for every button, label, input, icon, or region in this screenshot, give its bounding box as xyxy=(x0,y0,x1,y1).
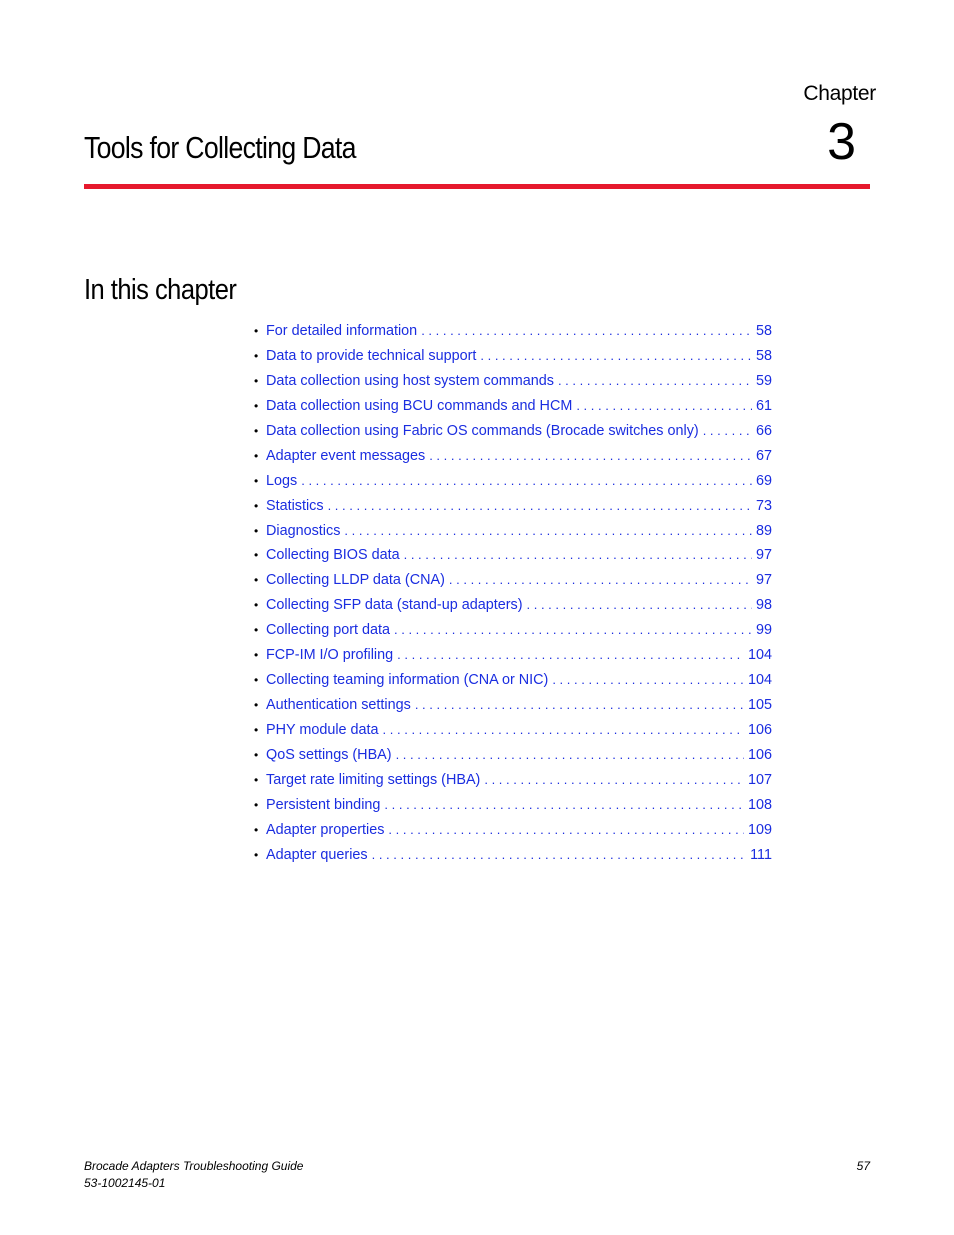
dot-leader xyxy=(576,394,752,419)
toc-item[interactable] xyxy=(254,319,772,344)
toc-link[interactable]: Collecting BIOS data xyxy=(266,547,400,564)
toc-link[interactable]: Data collection using BCU commands and HCM xyxy=(266,397,573,414)
toc-page-number[interactable]: 106 xyxy=(747,722,772,738)
toc-item[interactable] xyxy=(254,444,772,469)
toc-page-number[interactable]: 66 xyxy=(755,422,772,439)
dot-leader xyxy=(301,469,752,494)
title-rule xyxy=(84,184,870,189)
dot-leader xyxy=(388,818,744,843)
bullet-icon: • xyxy=(254,448,259,463)
toc-item[interactable] xyxy=(254,743,772,768)
dot-leader xyxy=(552,668,744,693)
dot-leader xyxy=(703,419,752,444)
toc-item[interactable] xyxy=(254,768,772,793)
toc-page-number[interactable]: 73 xyxy=(755,497,772,514)
dot-leader xyxy=(397,643,744,668)
bullet-icon: • xyxy=(254,398,259,413)
chapter-label: Chapter xyxy=(803,82,876,105)
bullet-icon: • xyxy=(254,698,259,713)
toc-link[interactable]: Data collection using Fabric OS commands (Brocade switches only) xyxy=(266,422,699,439)
toc-page-number[interactable]: 69 xyxy=(755,472,772,489)
toc-link[interactable]: Statistics xyxy=(266,497,324,514)
toc-link[interactable]: Collecting LLDP data (CNA) xyxy=(266,572,445,589)
toc-link[interactable]: PHY module data xyxy=(266,722,379,738)
toc-page-number[interactable]: 97 xyxy=(755,547,772,564)
toc-item[interactable] xyxy=(254,643,772,668)
dot-leader xyxy=(421,319,752,344)
bullet-icon: • xyxy=(254,348,259,363)
toc-link[interactable]: Authentication settings xyxy=(266,697,411,714)
dot-leader xyxy=(449,568,752,593)
dot-leader xyxy=(372,843,747,868)
dot-leader xyxy=(404,543,752,568)
section-title: In this chapter xyxy=(84,274,237,306)
toc-item[interactable] xyxy=(254,568,772,593)
toc-item[interactable] xyxy=(254,793,772,818)
toc-link[interactable]: QoS settings (HBA) xyxy=(266,746,392,763)
bullet-icon: • xyxy=(254,673,259,688)
chapter-number: 3 xyxy=(827,113,856,171)
toc-link[interactable]: For detailed information xyxy=(266,323,418,339)
toc-item[interactable] xyxy=(254,843,772,868)
bullet-icon: • xyxy=(254,822,259,837)
bullet-icon: • xyxy=(254,723,259,737)
toc-link[interactable]: Logs xyxy=(266,472,298,489)
toc-item[interactable] xyxy=(254,718,772,743)
toc-item[interactable] xyxy=(254,369,772,394)
bullet-icon: • xyxy=(254,747,259,762)
toc-page-number[interactable]: 99 xyxy=(755,622,772,639)
toc-page-number[interactable]: 61 xyxy=(755,397,772,414)
toc-page-number[interactable]: 104 xyxy=(747,647,772,664)
toc-page-number[interactable]: 105 xyxy=(747,697,772,714)
toc-link[interactable]: Adapter queries xyxy=(266,846,368,863)
dot-leader xyxy=(394,618,752,643)
toc-item[interactable] xyxy=(254,593,772,618)
dot-leader xyxy=(384,793,744,818)
toc-page-number[interactable]: 111 xyxy=(750,846,772,863)
toc-page-number[interactable]: 104 xyxy=(747,672,772,689)
chapter-title: Tools for Collecting Data xyxy=(84,130,356,165)
toc-page-number[interactable]: 58 xyxy=(755,323,772,339)
dot-leader xyxy=(484,768,744,793)
dot-leader xyxy=(396,743,744,768)
dot-leader xyxy=(527,593,752,618)
toc-item[interactable] xyxy=(254,818,772,843)
toc-page-number[interactable]: 58 xyxy=(755,347,772,364)
dot-leader xyxy=(415,693,744,718)
toc-link[interactable]: Adapter properties xyxy=(266,821,385,838)
dot-leader xyxy=(344,519,752,544)
bullet-icon: • xyxy=(254,847,259,862)
toc-link[interactable]: Adapter event messages xyxy=(266,447,426,464)
toc-page-number[interactable]: 67 xyxy=(755,447,772,464)
toc-page-number[interactable]: 59 xyxy=(755,372,772,389)
toc-page-number[interactable]: 98 xyxy=(755,597,772,614)
toc-link[interactable]: Diagnostics xyxy=(266,522,341,539)
toc-link[interactable]: FCP-IM I/O profiling xyxy=(266,647,394,664)
dot-leader xyxy=(480,344,752,369)
bullet-icon: • xyxy=(254,373,259,388)
dot-leader xyxy=(328,494,752,519)
bullet-icon: • xyxy=(254,623,259,638)
toc-link[interactable]: Collecting SFP data (stand-up adapters) xyxy=(266,597,523,614)
toc-page-number[interactable]: 109 xyxy=(747,821,772,838)
bullet-icon: • xyxy=(254,648,259,663)
dot-leader xyxy=(383,718,744,743)
toc-item[interactable] xyxy=(254,469,772,494)
toc-page-number[interactable]: 107 xyxy=(747,771,772,788)
toc-page-number[interactable]: 97 xyxy=(755,572,772,589)
toc-link[interactable]: Persistent binding xyxy=(266,796,381,813)
bullet-icon: • xyxy=(254,598,259,613)
bullet-icon: • xyxy=(254,548,259,563)
toc-link[interactable]: Data collection using host system commands xyxy=(266,372,554,389)
bullet-icon: • xyxy=(254,523,259,538)
toc-item[interactable] xyxy=(254,618,772,643)
toc-item[interactable] xyxy=(254,394,772,419)
footer-doc-code: 53-1002145-01 xyxy=(84,1176,166,1190)
toc-item[interactable] xyxy=(254,668,772,693)
toc-link[interactable]: Data to provide technical support xyxy=(266,347,477,364)
bullet-icon: • xyxy=(254,573,259,588)
footer-doc-title: Brocade Adapters Troubleshooting Guide xyxy=(84,1159,304,1173)
toc-item[interactable] xyxy=(254,494,772,519)
footer-page-number: 57 xyxy=(856,1159,870,1173)
bullet-icon: • xyxy=(254,772,259,787)
bullet-icon: • xyxy=(254,423,259,438)
toc-page-number[interactable]: 106 xyxy=(747,746,772,763)
toc-item[interactable] xyxy=(254,519,772,544)
toc-item[interactable] xyxy=(254,419,772,444)
toc-link[interactable]: Collecting teaming information (CNA or NIC) xyxy=(266,672,549,689)
toc-item[interactable] xyxy=(254,693,772,718)
toc-link[interactable]: Target rate limiting settings (HBA) xyxy=(266,771,481,788)
toc-link[interactable]: Collecting port data xyxy=(266,622,390,639)
bullet-icon: • xyxy=(254,498,259,513)
toc-page-number[interactable]: 108 xyxy=(747,796,772,813)
toc-item[interactable] xyxy=(254,543,772,568)
toc-page-number[interactable]: 89 xyxy=(755,522,772,539)
bullet-icon: • xyxy=(254,797,259,812)
table-of-contents xyxy=(254,319,772,868)
bullet-icon: • xyxy=(254,324,259,338)
dot-leader xyxy=(558,369,752,394)
bullet-icon: • xyxy=(254,473,259,488)
dot-leader xyxy=(429,444,752,469)
toc-item[interactable] xyxy=(254,344,772,369)
